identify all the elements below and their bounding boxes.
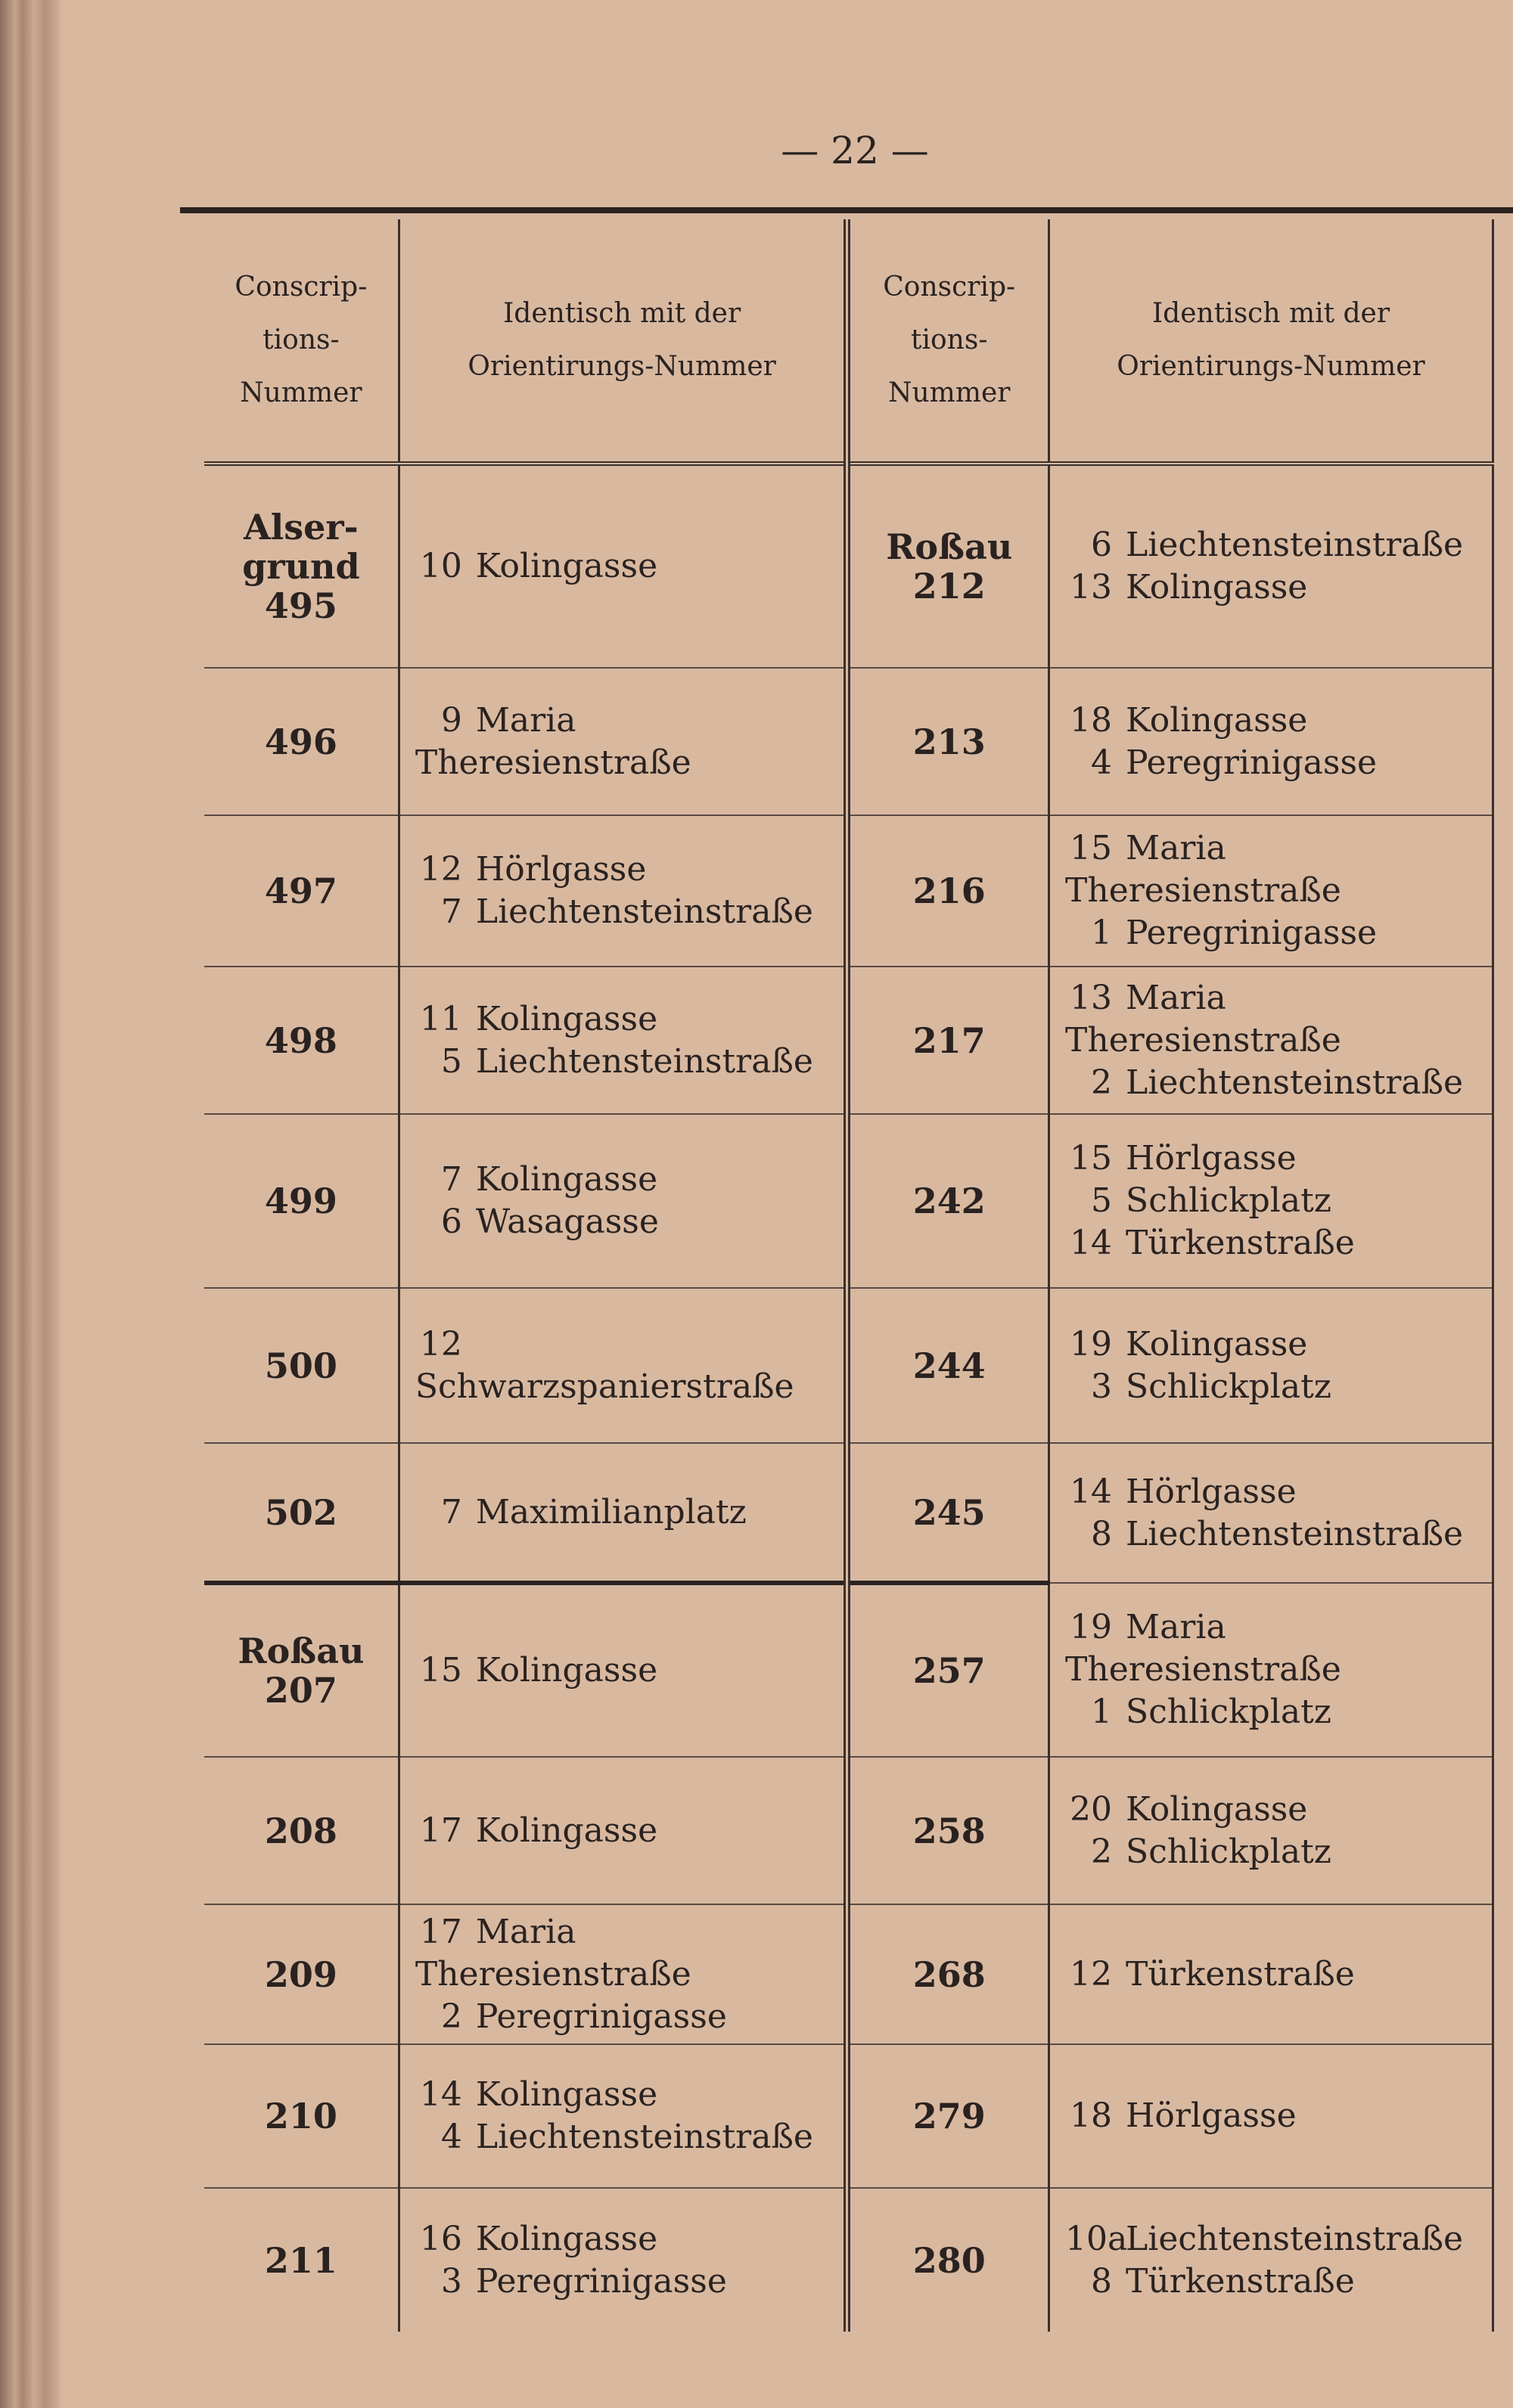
- house-number: 18: [1070, 700, 1113, 740]
- street-name: Hörlgasse: [475, 850, 647, 889]
- address-line: [415, 891, 844, 933]
- house-number: 6: [440, 1202, 462, 1241]
- street-name: Kolingasse: [475, 999, 658, 1038]
- conscription-number: 213: [912, 721, 986, 762]
- conscription-number: 244: [912, 1345, 986, 1386]
- street-name: Liechtensteinstraße: [1126, 526, 1464, 564]
- street-name: Türkenstraße: [1126, 1224, 1355, 1262]
- address-line: [415, 1996, 844, 2038]
- street-name: Wasagasse: [475, 1202, 659, 1241]
- address-cell: [399, 967, 847, 1114]
- street-name: Maria Theresienstraße: [1065, 978, 1341, 1060]
- conscription-number-cell: [204, 1583, 399, 1757]
- conscription-number: 258: [912, 1810, 986, 1851]
- house-number: 19: [1070, 1324, 1113, 1364]
- district-label: Alser-grund: [242, 507, 360, 587]
- address-line: [1065, 1831, 1492, 1873]
- address-line: [415, 1911, 844, 1996]
- address-cell: [1049, 464, 1493, 668]
- conscription-number: 502: [264, 1491, 337, 1533]
- street-name: Maria Theresienstraße: [415, 700, 691, 782]
- house-number: 7: [440, 892, 462, 931]
- address-line: [415, 2218, 844, 2261]
- street-name: Kolingasse: [475, 1811, 658, 1850]
- house-number: 13: [1070, 978, 1113, 1017]
- house-number: 2: [1091, 1063, 1113, 1102]
- conscription-number-cell: [847, 1583, 1049, 1757]
- house-number: 8: [1091, 1514, 1113, 1553]
- conscription-number: 495: [264, 585, 337, 626]
- house-number: 3: [1091, 1367, 1113, 1406]
- conscription-number: 497: [264, 870, 337, 911]
- address-cell: [1049, 2044, 1493, 2188]
- table-row: [204, 668, 1493, 815]
- address-line: [415, 700, 844, 784]
- table-row: [204, 2188, 1493, 2332]
- address-cell: [1049, 1288, 1493, 1443]
- conscription-number-cell: [847, 1114, 1049, 1288]
- address-line: [1065, 1323, 1492, 1366]
- street-name: Liechtensteinstraße: [1126, 1514, 1464, 1553]
- header-line: Nummer: [240, 377, 362, 408]
- street-name: Schlickplatz: [1126, 1367, 1331, 1406]
- house-number: 5: [1091, 1181, 1113, 1220]
- house-number: 15: [1070, 829, 1113, 867]
- conscription-number: 496: [264, 721, 337, 762]
- street-name: Maria Theresienstraße: [1065, 829, 1341, 910]
- conscription-number-cell: [847, 668, 1049, 815]
- street-name: Kolingasse: [1126, 700, 1308, 740]
- table-row: [204, 967, 1493, 1114]
- address-line: [1065, 524, 1492, 566]
- street-name: Hörlgasse: [1126, 1139, 1297, 1178]
- conscription-number: 210: [264, 2096, 337, 2136]
- table-row: [204, 1583, 1493, 1757]
- conscription-number-cell: [847, 1288, 1049, 1443]
- street-name: Maximilianplatz: [475, 1492, 747, 1531]
- conscription-number: 268: [912, 1953, 986, 1995]
- street-name: Liechtensteinstraße: [475, 2118, 813, 2156]
- street-name: Liechtensteinstraße: [475, 1041, 813, 1081]
- street-name: Schlickplatz: [1126, 1693, 1331, 1731]
- address-line: [1065, 1606, 1492, 1691]
- street-name: Hörlgasse: [1126, 1472, 1297, 1511]
- conscription-number: 211: [264, 2239, 337, 2281]
- table-row: [204, 1443, 1493, 1583]
- address-line: [1065, 1366, 1492, 1408]
- street-name: Schwarzspanierstraße: [415, 1367, 794, 1406]
- house-number: 10: [419, 547, 462, 585]
- address-line: [1065, 977, 1492, 1062]
- address-line: [1065, 1953, 1492, 1996]
- conscription-number: 498: [264, 1019, 337, 1061]
- conscription-number-cell: [847, 967, 1049, 1114]
- address-cell: [399, 668, 847, 815]
- house-number: 4: [1091, 743, 1113, 782]
- street-name: Peregrinigasse: [1126, 914, 1378, 952]
- address-cell: [399, 1904, 847, 2044]
- page-number: — 22 —: [781, 129, 929, 172]
- header-line: Conscrip-: [235, 272, 368, 303]
- house-number: 7: [440, 1160, 462, 1199]
- header-line: Identisch mit der: [1151, 298, 1390, 329]
- house-number: 12: [1070, 1954, 1113, 1994]
- conscription-number-cell: [204, 2044, 399, 2188]
- address-line: [415, 1201, 844, 1243]
- conscription-number: 212: [912, 566, 986, 607]
- house-number: 14: [1070, 1472, 1113, 1511]
- address-line: [1065, 742, 1492, 784]
- conscription-number: 216: [912, 870, 986, 911]
- street-name: Liechtensteinstraße: [475, 892, 813, 931]
- conscription-number-cell: [204, 1904, 399, 2044]
- address-line: [415, 1491, 844, 1534]
- address-line: [415, 2261, 844, 2303]
- address-line: [1065, 1180, 1492, 1222]
- header-line: Conscrip-: [883, 272, 1016, 303]
- conscription-number-cell: [204, 668, 399, 815]
- house-number: 2: [1091, 1832, 1113, 1871]
- street-name: Kolingasse: [475, 2219, 658, 2258]
- address-cell: [1049, 1583, 1493, 1757]
- conscription-number: 209: [264, 1953, 337, 1995]
- table-row: [204, 1757, 1493, 1904]
- address-cell: [399, 2188, 847, 2332]
- conscription-number-cell: [204, 815, 399, 967]
- street-name: Liechtensteinstraße: [1126, 1063, 1464, 1102]
- address-line: [1065, 1137, 1492, 1180]
- address-line: [1065, 2218, 1492, 2261]
- conscription-number-cell: [847, 2044, 1049, 2188]
- house-number: 16: [419, 2219, 462, 2258]
- table-row: [204, 1114, 1493, 1288]
- address-line: [415, 998, 844, 1041]
- address-line: [1065, 827, 1492, 912]
- header-line: Nummer: [888, 377, 1011, 408]
- header-identical-right: [1049, 219, 1493, 464]
- page-stack-edge: [0, 0, 61, 2408]
- house-number: 15: [419, 1651, 462, 1690]
- table-row: [204, 2044, 1493, 2188]
- conscription-number: 245: [912, 1491, 986, 1533]
- address-line: [415, 1159, 844, 1201]
- street-name: Hörlgasse: [1126, 2096, 1297, 2135]
- conscription-number-cell: [204, 2188, 399, 2332]
- address-cell: [1049, 668, 1493, 815]
- conscription-number-cell: [204, 967, 399, 1114]
- house-number: 5: [440, 1041, 462, 1081]
- address-line: [415, 2116, 844, 2158]
- house-number: 20: [1070, 1789, 1113, 1829]
- address-line: [1065, 566, 1492, 609]
- address-cell: [1049, 2188, 1493, 2332]
- address-cell: [399, 815, 847, 967]
- conscription-number: 208: [264, 1810, 337, 1851]
- address-line: [415, 1323, 844, 1408]
- conscription-number-cell: [847, 1443, 1049, 1583]
- address-line: [1065, 1691, 1492, 1733]
- conscription-number: 242: [912, 1181, 986, 1221]
- street-name: Kolingasse: [1126, 1324, 1308, 1364]
- house-number: 8: [1091, 2261, 1113, 2301]
- address-cell: [1049, 1757, 1493, 1904]
- conscription-number-cell: [204, 464, 399, 668]
- address-line: [415, 2074, 844, 2116]
- conscription-number-cell: [204, 1443, 399, 1583]
- conscription-number: 499: [264, 1181, 337, 1221]
- house-number: 14: [419, 2075, 462, 2114]
- house-number: 1: [1091, 914, 1113, 952]
- address-line: [1065, 912, 1492, 954]
- address-line: [1065, 1222, 1492, 1265]
- header-line: tions-: [263, 324, 340, 355]
- address-line: [415, 545, 844, 588]
- street-name: Maria Theresienstraße: [1065, 1608, 1341, 1689]
- street-name: Kolingasse: [1126, 568, 1308, 607]
- house-number: 17: [419, 1912, 462, 1951]
- conscription-number-cell: [204, 1288, 399, 1443]
- conscription-number-cell: [847, 2188, 1049, 2332]
- house-number: 1: [1091, 1693, 1113, 1731]
- address-line: [415, 1041, 844, 1083]
- house-number: 14: [1070, 1224, 1113, 1262]
- house-number: 12: [419, 850, 462, 889]
- table-header: [204, 219, 1493, 464]
- conscription-number-cell: [847, 815, 1049, 967]
- table-row: [204, 464, 1493, 668]
- house-number: 7: [440, 1492, 462, 1531]
- address-cell: [399, 1757, 847, 1904]
- house-number: 15: [1070, 1139, 1113, 1178]
- address-cell: [399, 1288, 847, 1443]
- header-line: Orientirungs-Nummer: [1117, 351, 1425, 382]
- street-name: Peregrinigasse: [1126, 743, 1378, 782]
- district-label: Roßau: [238, 1631, 365, 1671]
- address-cell: [1049, 967, 1493, 1114]
- address-cell: [1049, 1443, 1493, 1583]
- street-name: Liechtensteinstraße: [1126, 2219, 1464, 2258]
- header-rule: [180, 207, 1513, 213]
- house-number: 19: [1070, 1608, 1113, 1646]
- house-number: 6: [1091, 526, 1113, 564]
- conscription-number: 279: [912, 2096, 986, 2136]
- conscription-number: 207: [264, 1670, 337, 1711]
- conscription-number-cell: [204, 1114, 399, 1288]
- table-row: [204, 1288, 1493, 1443]
- header-conscription-left: [204, 219, 399, 464]
- street-name: Schlickplatz: [1126, 1832, 1331, 1871]
- street-name: Kolingasse: [475, 2075, 658, 2114]
- address-cell: [399, 1583, 847, 1757]
- house-number: 2: [440, 1997, 462, 2036]
- address-cell: [1049, 815, 1493, 967]
- house-number: 3: [440, 2261, 462, 2301]
- street-name: Peregrinigasse: [475, 2261, 727, 2301]
- address-line: [415, 1810, 844, 1852]
- street-name: Kolingasse: [475, 1160, 658, 1199]
- house-number: 12: [419, 1324, 462, 1364]
- header-line: Identisch mit der: [503, 298, 741, 329]
- house-number: 10a: [1065, 2219, 1128, 2258]
- header-identical-left: [399, 219, 847, 464]
- address-line: [1065, 700, 1492, 742]
- house-number: 4: [440, 2118, 462, 2156]
- address-cell: [1049, 1114, 1493, 1288]
- conscription-number-cell: [204, 1757, 399, 1904]
- conscription-number-cell: [847, 1757, 1049, 1904]
- address-line: [1065, 1471, 1492, 1513]
- house-number: 17: [419, 1811, 462, 1850]
- district-label: Roßau: [886, 526, 1013, 567]
- street-name: Peregrinigasse: [475, 1997, 727, 2036]
- street-name: Kolingasse: [475, 547, 658, 585]
- address-cell: [399, 1443, 847, 1583]
- house-number: 18: [1070, 2096, 1113, 2135]
- address-cell: [399, 464, 847, 668]
- address-line: [1065, 2095, 1492, 2137]
- house-number: 13: [1070, 568, 1113, 607]
- table-row: [204, 815, 1493, 967]
- conscription-number: 217: [912, 1019, 986, 1061]
- house-number: 9: [440, 700, 462, 740]
- street-name: Türkenstraße: [1126, 2261, 1355, 2301]
- address-cell: [1049, 1904, 1493, 2044]
- street-name: Kolingasse: [475, 1651, 658, 1690]
- conscription-number: 280: [912, 2239, 986, 2281]
- address-line: [1065, 1513, 1492, 1556]
- header-line: Orientirungs-Nummer: [468, 351, 776, 382]
- conscription-table: [204, 219, 1494, 2332]
- conscription-number-cell: [847, 1904, 1049, 2044]
- street-name: Schlickplatz: [1126, 1181, 1331, 1220]
- conscription-number-cell: [847, 464, 1049, 668]
- address-line: [415, 849, 844, 891]
- address-line: [1065, 1789, 1492, 1831]
- header-line: tions-: [911, 324, 988, 355]
- street-name: Kolingasse: [1126, 1789, 1308, 1829]
- address-cell: [399, 1114, 847, 1288]
- address-line: [1065, 1062, 1492, 1104]
- address-line: [415, 1649, 844, 1692]
- street-name: Türkenstraße: [1126, 1954, 1355, 1994]
- address-cell: [399, 2044, 847, 2188]
- conscription-number: 257: [912, 1650, 986, 1691]
- header-conscription-right: [847, 219, 1049, 464]
- table-row: [204, 1904, 1493, 2044]
- address-line: [1065, 2261, 1492, 2303]
- house-number: 11: [419, 999, 462, 1038]
- street-name: Maria Theresienstraße: [415, 1912, 691, 1994]
- conscription-number: 500: [264, 1345, 337, 1386]
